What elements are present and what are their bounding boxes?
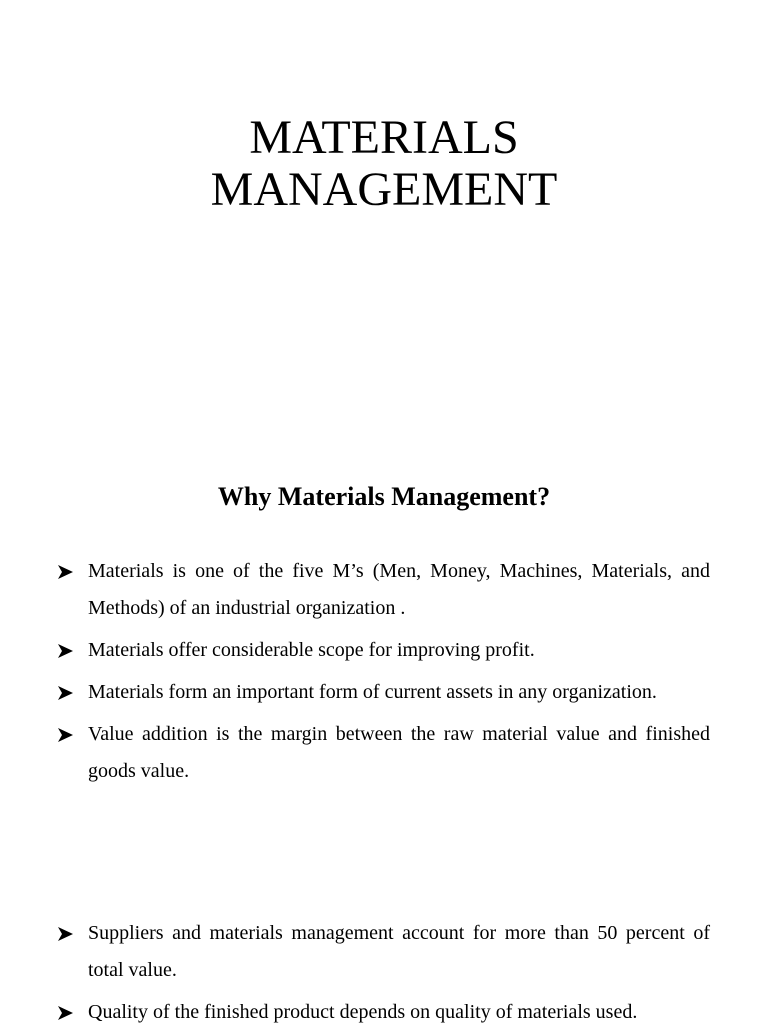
bullet-item <box>58 632 710 669</box>
arrow-bullet-icon <box>58 994 76 1031</box>
bullet-list-1 <box>58 553 710 795</box>
bullet-text: Materials is one of the five M’s (Men, Money, Machines, Materials, and Methods) of an industrial organization . <box>88 560 710 619</box>
bullet-item <box>58 674 710 711</box>
arrow-bullet-icon <box>58 553 76 590</box>
document-title <box>0 112 768 216</box>
bullet-text: Suppliers and materials management account for more than 50 percent of total value. <box>88 922 710 981</box>
title-line-2: MANAGEMENT <box>210 163 558 216</box>
bullet-item <box>58 915 710 989</box>
bullet-item <box>58 716 710 790</box>
arrow-bullet-icon <box>58 915 76 952</box>
bullet-text: Quality of the finished product depends on quality of materials used. <box>88 1001 638 1023</box>
bullet-list-2 <box>58 915 710 1036</box>
bullet-text: Materials offer considerable scope for improving profit. <box>88 639 535 661</box>
bullet-text: Materials form an important form of current assets in any organization. <box>88 681 657 703</box>
bullet-item <box>58 994 710 1031</box>
title-line-1: MATERIALS <box>249 111 519 164</box>
arrow-bullet-icon <box>58 632 76 669</box>
section-heading: Why Materials Management? <box>217 482 551 511</box>
arrow-bullet-icon <box>58 674 76 711</box>
arrow-bullet-icon <box>58 716 76 753</box>
bullet-text: Value addition is the margin between the raw material value and finished goods value. <box>88 723 710 782</box>
bullet-item <box>58 553 710 627</box>
